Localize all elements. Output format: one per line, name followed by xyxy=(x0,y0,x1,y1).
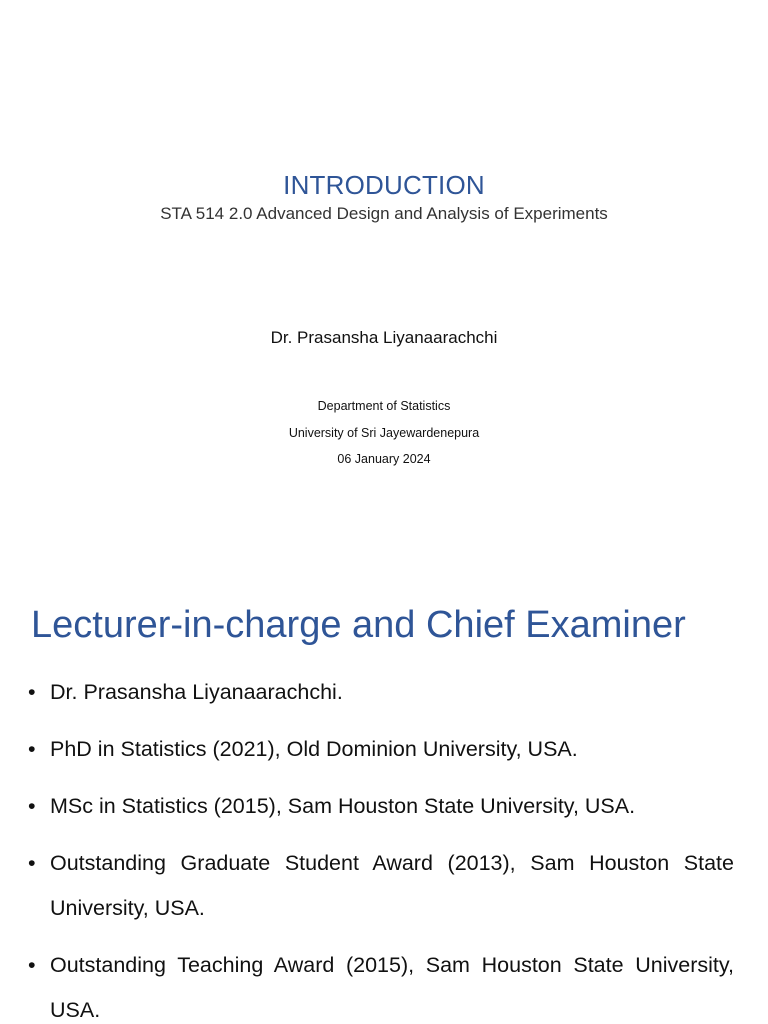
list-item xyxy=(28,727,734,772)
bullet-text: Outstanding Teaching Award (2015), Sam Houston State University, USA. xyxy=(50,953,734,1022)
list-item xyxy=(28,943,734,1024)
lecturer-slide xyxy=(0,560,768,1024)
bullet-icon: • xyxy=(28,737,36,761)
course-subtitle: STA 514 2.0 Advanced Design and Analysis of Experiments xyxy=(160,204,608,223)
list-item xyxy=(28,670,734,715)
bullet-text: MSc in Statistics (2015), Sam Houston State University, USA. xyxy=(50,794,636,818)
bullet-icon: • xyxy=(28,851,36,875)
list-item xyxy=(28,784,734,829)
list-item xyxy=(28,841,734,931)
bullet-list xyxy=(28,670,734,1024)
bullet-text: PhD in Statistics (2021), Old Dominion University, USA. xyxy=(50,737,578,761)
presentation-date: 06 January 2024 xyxy=(337,452,431,466)
university-name: University of Sri Jayewardenepura xyxy=(288,426,480,440)
slide-heading: Lecturer-in-charge and Chief Examiner xyxy=(31,604,686,646)
author-name: Dr. Prasansha Liyanaarachchi xyxy=(270,328,498,347)
bullet-icon: • xyxy=(28,794,36,818)
department-name: Department of Statistics xyxy=(317,399,451,413)
bullet-icon: • xyxy=(28,680,36,704)
bullet-icon: • xyxy=(28,953,36,977)
bullet-text: Dr. Prasansha Liyanaarachchi. xyxy=(50,680,343,704)
slide-title: INTRODUCTION xyxy=(283,170,485,200)
bullet-text: Outstanding Graduate Student Award (2013), Sam Houston State University, USA. xyxy=(50,851,734,920)
